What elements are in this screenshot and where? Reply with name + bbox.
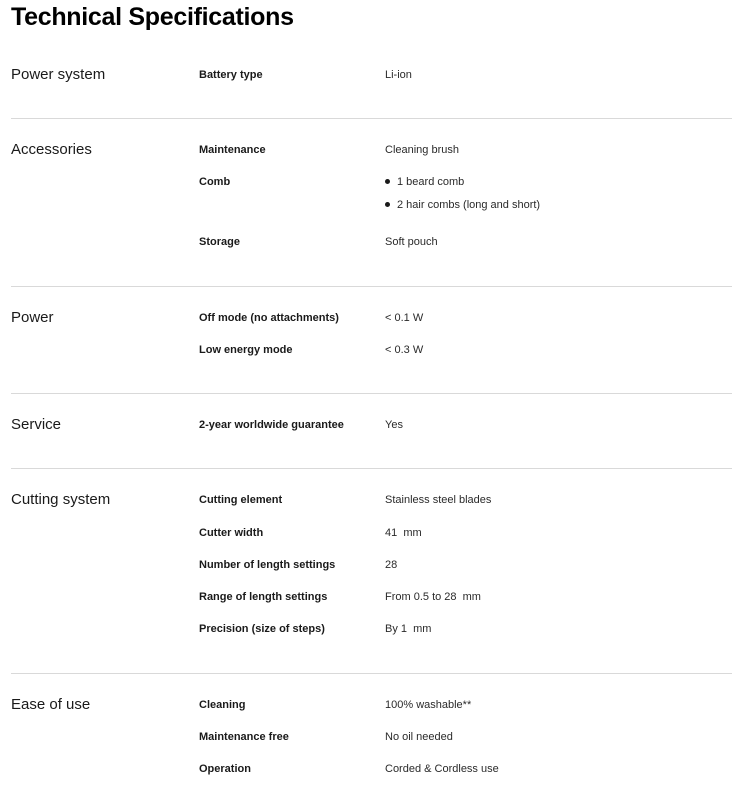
spec-value-number-of-length-settings: 28	[385, 559, 398, 571]
spec-label-cleaning: Cleaning	[199, 699, 246, 711]
section-title-cutting-system: Cutting system	[11, 491, 111, 508]
spec-label-maintenance-free: Maintenance free	[199, 731, 289, 743]
spec-label-cutting-element: Cutting element	[199, 494, 283, 506]
spec-label-maintenance: Maintenance	[199, 144, 266, 156]
spec-label-storage: Storage	[199, 236, 240, 248]
spec-label-guarantee: 2-year worldwide guarantee	[199, 419, 344, 431]
bullet-text: 2 hair combs (long and short)	[397, 199, 541, 211]
spec-value-cutting-element: Stainless steel blades	[385, 494, 492, 506]
section-divider	[11, 468, 732, 469]
bullet-icon	[385, 179, 390, 184]
spec-value-maintenance: Cleaning brush	[385, 144, 459, 156]
section-title-accessories: Accessories	[11, 141, 92, 158]
spec-value-low-energy-mode: < 0.3 W	[385, 344, 424, 356]
spec-label-cutter-width: Cutter width	[199, 527, 264, 539]
page-title: Technical Specifications	[11, 3, 294, 31]
spec-bullet-item	[385, 176, 464, 188]
spec-value-guarantee: Yes	[385, 419, 403, 431]
section-divider	[11, 118, 732, 119]
spec-label-range-of-length-settings: Range of length settings	[199, 591, 328, 603]
section-divider	[11, 286, 732, 287]
section-title-ease-of-use: Ease of use	[11, 696, 91, 713]
spec-value-cutter-width: 41 mm	[385, 527, 422, 539]
spec-value-range-of-length-settings: From 0.5 to 28 mm	[385, 591, 481, 603]
spec-value-battery-type: Li-ion	[385, 69, 412, 81]
spec-label-precision: Precision (size of steps)	[199, 623, 325, 635]
spec-label-number-of-length-settings: Number of length settings	[199, 559, 336, 571]
section-title-power-system: Power system	[11, 66, 106, 83]
spec-value-storage: Soft pouch	[385, 236, 438, 248]
spec-value-cleaning: 100% washable**	[385, 699, 472, 711]
spec-label-off-mode: Off mode (no attachments)	[199, 312, 339, 324]
section-title-service: Service	[11, 416, 62, 433]
spec-value-operation: Corded & Cordless use	[385, 763, 499, 775]
section-divider	[11, 393, 732, 394]
bullet-icon	[385, 202, 390, 207]
spec-value-maintenance-free: No oil needed	[385, 731, 453, 743]
bullet-text: 1 beard comb	[397, 176, 465, 188]
spec-bullet-item	[385, 199, 540, 211]
spec-label-comb: Comb	[199, 176, 231, 188]
spec-label-battery-type: Battery type	[199, 69, 263, 81]
spec-value-off-mode: < 0.1 W	[385, 312, 424, 324]
spec-value-precision: By 1 mm	[385, 623, 432, 635]
spec-label-operation: Operation	[199, 763, 251, 775]
section-divider	[11, 673, 732, 674]
spec-label-low-energy-mode: Low energy mode	[199, 344, 293, 356]
section-title-power: Power	[11, 309, 54, 326]
